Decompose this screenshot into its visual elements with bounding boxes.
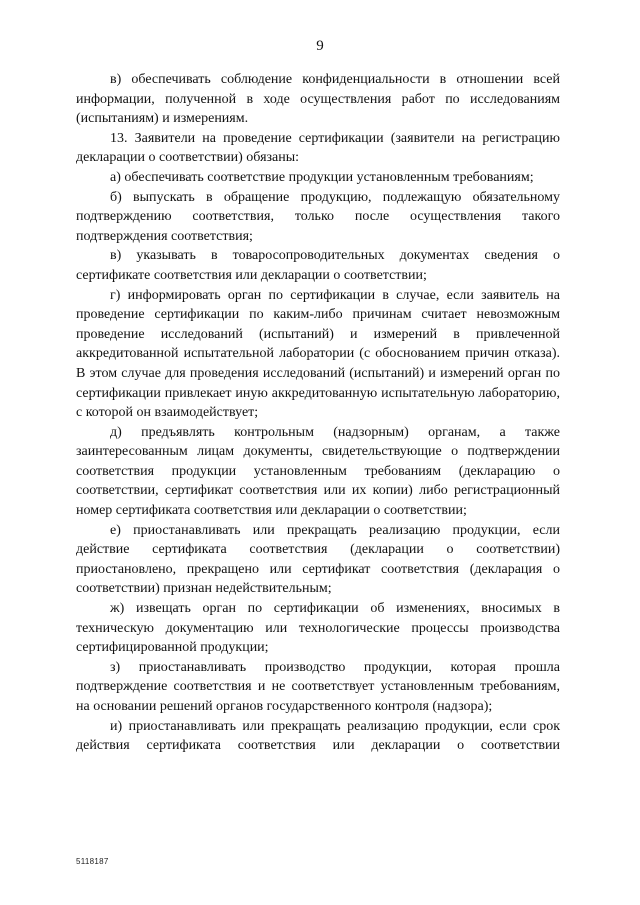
document-body xyxy=(76,70,560,756)
paragraph-v-documents: в) указывать в товаросопроводительных документах сведения о сертификате соответствия или декларации о соответствии; xyxy=(76,248,560,283)
paragraph-zh-notify: ж) извещать орган по сертификации об изменениях, вносимых в техническую документацию или технологические процессы производства сертифицированной продукции; xyxy=(76,601,560,656)
paragraph-e-suspend: е) приостанавливать или прекращать реализацию продукции, если действие сертификата соответствия (декларации о соответствии) приостановлено, прекращено или сертификат соответствия (декларация о соответствии) признан недействительным; xyxy=(76,522,560,597)
paragraph-g-inform: г) информировать орган по сертификации в случае, если заявитель на проведение сертификации по каким-либо причинам считает невозможным проведение исследований (испытаний) и измерений в привлеченной аккредитованной испытательной лаборатории (с обоснованием причин отказа). В этом случае для проведения исследований (испытаний) и измерений орган по сертификации привлекает иную аккредитованную испытательную лабораторию, с которой он взаимодействует; xyxy=(76,287,560,421)
paragraph-b-release: б) выпускать в обращение продукцию, подлежащую обязательному подтверждению соответствия, только после осуществления такого подтверждения соответствия; xyxy=(76,189,560,244)
paragraph-d-present: д) предъявлять контрольным (надзорным) органам, а также заинтересованным лицам документы, свидетельствующие о подтверждении соответствия продукции установленным требованиям (декларацию о соответствии, сертификат соответствия или их копии) либо регистрационный номер сертификата соответствия или декларации о соответствии; xyxy=(76,424,560,519)
paragraph-13-obligations: 13. Заявители на проведение сертификации (заявители на регистрацию декларации о соответствии) обязаны: xyxy=(76,130,560,166)
paragraph-v-confidentiality: в) обеспечивать соблюдение конфиденциальности в отношении всей информации, полученной в ходе осуществления работ по исследованиям (испытаниям) и измерениям. xyxy=(76,72,560,127)
footer-document-code: 5118187 xyxy=(76,857,109,866)
paragraph-i-suspend-sales: и) приостанавливать или прекращать реализацию продукции, если срок действия сертификата соответствия или декларации о соответствии xyxy=(76,718,560,754)
page-number: 9 xyxy=(316,38,324,54)
paragraph-a-compliance: а) обеспечивать соответствие продукции установленным требованиям; xyxy=(110,169,534,185)
paragraph-z-suspend-production: з) приостанавливать производство продукции, которая прошла подтверждение соответствия и не соответствует установленным требованиям, на основании решений органов государственного контроля (надзора); xyxy=(76,659,560,714)
